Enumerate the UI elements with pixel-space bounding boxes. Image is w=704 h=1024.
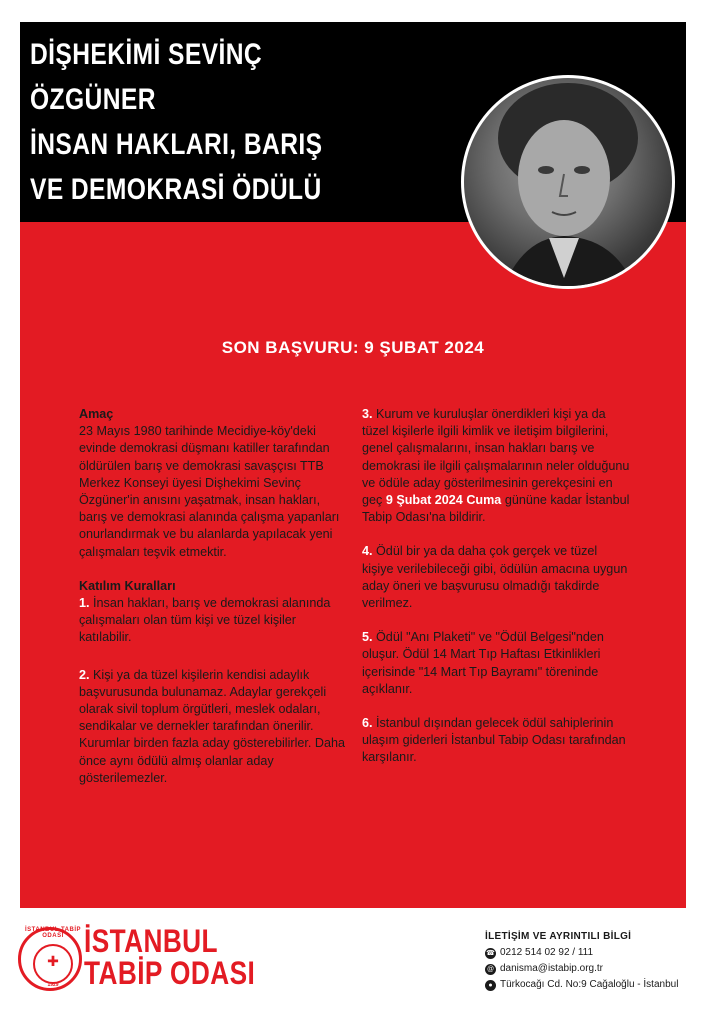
phone-icon: ☎: [486, 949, 495, 957]
rule-3-text-a: Kurum ve kuruluşlar önerdikleri kişi ya da tüzel kişilerle ilgili kimlik ve iletişim bilgilerini, genel çalışmalarını, insan hakları barış ve demokrasi ile ilgili çalışmalarının neler olduğunu ve ödüle aday gösterilmesinin gerekçesini en geç: [362, 407, 630, 508]
page-title: [30, 32, 374, 212]
content-panel: [20, 222, 686, 908]
contact-address-row: [485, 977, 695, 993]
deadline-text: SON BAŞVURU: 9 ŞUBAT 2024: [221, 338, 485, 357]
rule-3-number: 3.: [362, 407, 373, 421]
rule-5-number: 5.: [362, 630, 373, 645]
portrait-illustration: [464, 78, 672, 286]
star-icon: ✚: [47, 953, 59, 969]
rule-2-number: 2.: [79, 667, 90, 682]
seal-year: 1929: [47, 982, 59, 988]
contact-phone-row: [485, 945, 695, 961]
contact-email-row: [485, 961, 695, 977]
contact-phone[interactable]: 0212 514 02 92 / 111: [500, 947, 594, 958]
rules-heading: Katılım Kuralları: [79, 578, 176, 593]
title-line-3: VE DEMOKRASİ ÖDÜLÜ: [30, 173, 322, 206]
contact-address: Türkocağı Cd. No:9 Cağaloğlu - İstanbul: [500, 979, 679, 990]
rule-1-text: İnsan hakları, barış ve demokrasi alanında çalışmaları olan tüm kişi ve tüzel kişiler katılabilir.: [79, 596, 331, 645]
rule-1-number: 1.: [79, 596, 90, 611]
seal-top-text: İSTANBUL TABİP ODASI: [25, 927, 81, 939]
contact-email[interactable]: danisma@istabip.org.tr: [500, 963, 603, 974]
amac-heading: Amaç: [79, 407, 114, 421]
location-pin-icon: ●: [485, 980, 496, 991]
rule-6-text: İstanbul dışından gelecek ödül sahiplerinin ulaşım giderleri İstanbul Tabip Odası tarafından karşılanır.: [362, 716, 626, 765]
rule-3-text-b: gününe kadar İstanbul Tabip Odası'na bildirir.: [362, 493, 630, 525]
rule-3-deadline: 9 Şubat 2024 Cuma: [385, 493, 502, 508]
amac-text: 23 Mayıs 1980 tarihinde Mecidiye-köy'deki evinde demokrasi düşmanı katiller tarafından öldürülen barış ve demokrasi savaşçısı TTB Merkez Konseyi üyesi Dişhekimi Sevinç Özgüner'in anısını yaşatmak, insan hakları, barış ve demokrasi alanında çalışma yapanları onurlandırmak ve bu alanlarda yapılacak yeni çalışmaları teşvik etmektir.: [79, 424, 340, 559]
contact-title: İLETİŞİM VE AYRINTILI BİLGİ: [485, 931, 632, 942]
rule-6-number: 6.: [362, 716, 373, 731]
portrait-photo: [461, 75, 675, 289]
seal-icon: [18, 927, 82, 991]
organization-name: [84, 925, 255, 989]
right-column: [362, 406, 632, 784]
title-line-2: İNSAN HAKLARI, BARIŞ: [30, 128, 323, 161]
title-line-1: DİŞHEKİMİ SEVİNÇ ÖZGÜNER: [30, 38, 263, 116]
email-icon: @: [486, 965, 495, 973]
rule-5-text: Ödül "Anı Plaketi" ve "Ödül Belgesi"nden oluşur. Ödül 14 Mart Tıp Haftası Etkinlikleri içerisinde "14 Mart Tıp Bayramı" töreninde açıklanır.: [362, 630, 604, 696]
organization-logo: [18, 925, 278, 995]
org-name-line-1: İSTANBUL: [84, 923, 218, 959]
org-name-line-2: TABİP ODASI: [84, 955, 256, 991]
rule-4-text: Ödül bir ya da daha çok gerçek ve tüzel kişiye verilebileceği gibi, ödülün amacına uygun aday öneri ve başvurusu olmadığı takdirde verilmez.: [362, 544, 628, 611]
rule-2-text: Kişi ya da tüzel kişilerin kendisi adaylık başvurusunda bulunamaz. Adaylar gerekçeli olarak sivil toplum örgütleri, meslek odaları, sendikalar ve dernekler tarafından önerilir. Kurumlar birden fazla aday gösterebilirler. Daha önce aynı ödülü almış olanlar aday gösterilemezler.: [79, 667, 346, 785]
left-column: [79, 406, 349, 804]
rule-4-number: 4.: [362, 544, 373, 559]
contact-block: [485, 929, 695, 993]
